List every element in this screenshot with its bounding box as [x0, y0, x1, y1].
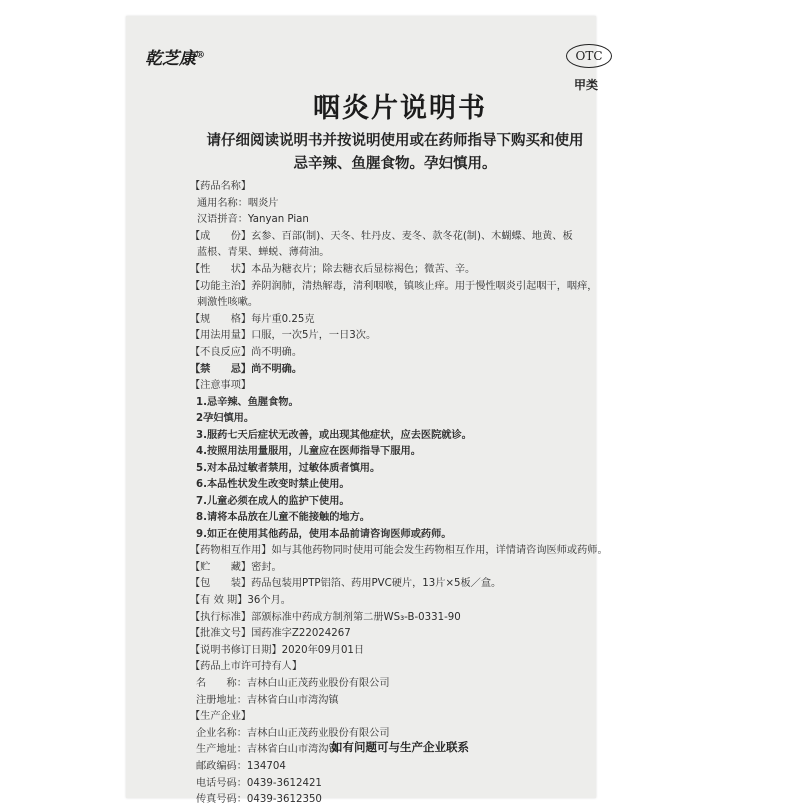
warning-line-2: 忌辛辣、鱼腥食物。孕妇慎用。 — [293, 156, 497, 172]
phone: 电话号码：0439-3612421 — [196, 777, 322, 789]
adverse-reactions: 【不良反应】尚不明确。 — [190, 346, 303, 358]
note-item: 3.服药七天后症状无改善，或出现其他症状，应去医院就诊。 — [196, 429, 472, 441]
note-item: 9.如正在使用其他药品，使用本品前请咨询医师或药师。 — [196, 528, 452, 540]
mah-address: 注册地址：吉林省白山市湾沟镇 — [196, 694, 339, 706]
validity: 【有 效 期】36个月。 — [190, 595, 291, 606]
ingredients-line-1: 【成 份】玄参、百部(制)、天冬、牡丹皮、麦冬、款冬花(制)、木蝴蝶、地黄、板 — [190, 230, 573, 242]
usage: 【用法用量】口服，一次5片，一日3次。 — [190, 330, 377, 342]
manufacturer-heading: 【生产企业】 — [190, 711, 252, 723]
footer-contact: 如有问题可与生产企业联系 — [331, 740, 469, 754]
note-item: 8.请将本品放在儿童不能接触的地方。 — [196, 512, 370, 524]
note-item: 1.忌辛辣、鱼腥食物。 — [196, 396, 299, 408]
note-item: 5.对本品过敏者禁用，过敏体质者慎用。 — [196, 462, 381, 474]
contraindications: 【禁 忌】尚不明确。 — [190, 363, 303, 375]
otc-badge: OTC — [566, 44, 612, 68]
page-title: 咽炎片说明书 — [313, 93, 487, 124]
standard: 【执行标准】部颁标准中药成方制剂第二册WS₃-B-0331-90 — [190, 611, 461, 623]
manufacturer-address: 生产地址：吉林省白山市湾沟镇 — [196, 744, 339, 756]
generic-name: 通用名称：咽炎片 — [197, 197, 279, 209]
note-item: 7.儿童必须在成人的监护下使用。 — [196, 495, 350, 507]
brand-logo: 乾芝康® — [145, 49, 205, 69]
indication-line-2: 刺激性咳嗽。 — [197, 297, 259, 309]
leaflet-content — [190, 179, 608, 809]
warning-line-1: 请仔细阅读说明书并按说明使用或在药师指导下购买和使用 — [206, 133, 584, 149]
note-item: 2孕妇慎用。 — [196, 413, 255, 425]
indication-line-1: 【功能主治】养阴润肺，清热解毒，清利咽喉，镇咳止痒。用于慢性咽炎引起咽干，咽痒， — [190, 280, 598, 292]
approval-number: 【批准文号】国药准字Z22024267 — [190, 628, 351, 640]
note-item: 6.本品性状发生改变时禁止使用。 — [196, 479, 350, 491]
mah-name: 名 称：吉林白山正茂药业股份有限公司 — [196, 677, 390, 689]
note-item: 4.按照用法用量服用，儿童应在医师指导下服用。 — [196, 446, 421, 458]
postcode: 邮政编码：134704 — [196, 760, 286, 772]
revision-date: 【说明书修订日期】2020年09月01日 — [190, 644, 365, 656]
drug-interactions: 【药物相互作用】如与其他药物同时使用可能会发生药物相互作用，详情请咨询医师或药师。 — [190, 545, 608, 557]
notes-heading: 【注意事项】 — [190, 380, 252, 392]
otc-class-label: 甲类 — [574, 78, 599, 92]
specification: 【规 格】每片重0.25克 — [190, 313, 315, 325]
manufacturer-name: 企业名称：吉林白山正茂药业股份有限公司 — [196, 727, 390, 739]
mah-heading: 【药品上市许可持有人】 — [190, 661, 303, 673]
package: 【包 装】药品包装用PTP铝箔、药用PVC硬片，13片×5板／盒。 — [190, 578, 502, 590]
drug-name-heading: 【药品名称】 — [190, 181, 252, 192]
ingredients-line-2: 蓝根、青果、蝉蜕、薄荷油。 — [197, 247, 330, 259]
pinyin-name: 汉语拼音：Yanyan Pian — [197, 214, 309, 226]
fax: 传真号码：0439-3612350 — [196, 794, 322, 806]
storage: 【贮 藏】密封。 — [190, 561, 282, 573]
character: 【性 状】本品为糖衣片；除去糖衣后显棕褐色；微苦、辛。 — [190, 263, 476, 275]
